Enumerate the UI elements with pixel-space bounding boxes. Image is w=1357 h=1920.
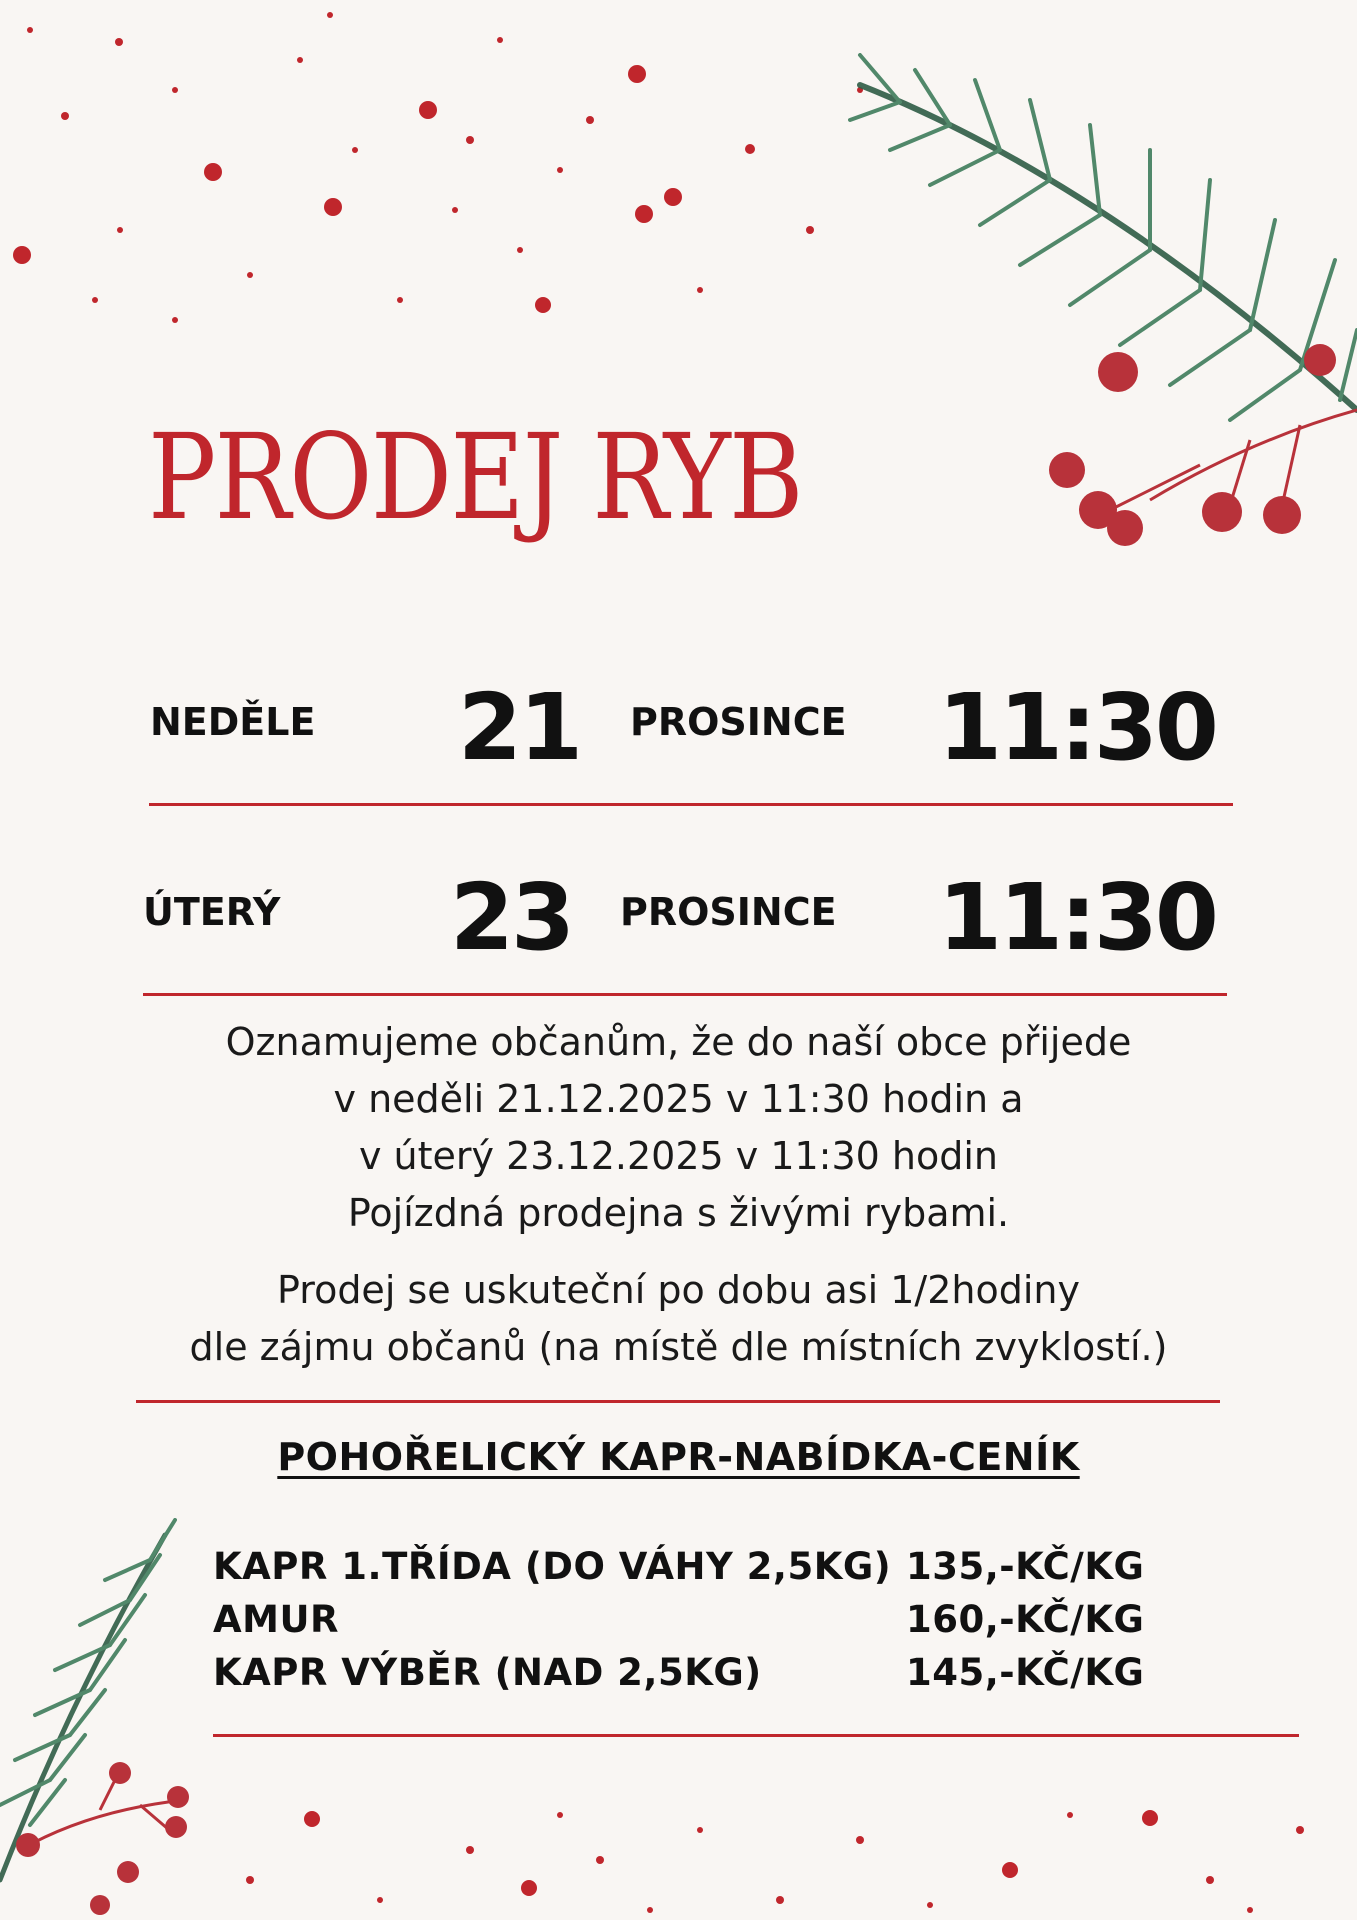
schedule-day: ÚTERÝ bbox=[143, 890, 281, 934]
schedule-time: 11:30 bbox=[938, 864, 1216, 971]
price-item-name: KAPR VÝBĚR (NAD 2,5KG) bbox=[213, 1651, 762, 1694]
schedule-date: 21 bbox=[458, 674, 581, 781]
price-item-value: 135,-KČ/KG bbox=[906, 1545, 1145, 1588]
price-item-name: AMUR bbox=[213, 1598, 339, 1641]
announcement-line: Oznamujeme občanům, že do naší obce přijede bbox=[225, 1020, 1132, 1064]
schedule-day: NEDĚLE bbox=[150, 700, 316, 744]
price-item-name: KAPR 1.TŘÍDA (DO VÁHY 2,5KG) bbox=[213, 1545, 892, 1588]
price-list-heading: POHOŘELICKÝ KAPR-NABÍDKA-CENÍK bbox=[277, 1435, 1080, 1479]
sale-note bbox=[0, 1262, 1357, 1376]
note-line: Prodej se uskuteční po dobu asi 1/2hodiny bbox=[277, 1268, 1080, 1312]
price-item-value: 145,-KČ/KG bbox=[906, 1651, 1145, 1694]
divider bbox=[149, 803, 1233, 806]
note-line: dle zájmu občanů (na místě dle místních zvyklostí.) bbox=[189, 1325, 1168, 1369]
divider bbox=[213, 1734, 1299, 1737]
announcement-line: v neděli 21.12.2025 v 11:30 hodin a bbox=[333, 1077, 1024, 1121]
divider bbox=[136, 1400, 1220, 1403]
poster-title: PRODEJ RYB bbox=[148, 408, 802, 546]
schedule-time: 11:30 bbox=[938, 674, 1216, 781]
announcement-line: Pojízdná prodejna s živými rybami. bbox=[347, 1191, 1010, 1235]
announcement bbox=[0, 1014, 1357, 1242]
announcement-line: v úterý 23.12.2025 v 11:30 hodin bbox=[358, 1134, 999, 1178]
schedule-month: PROSINCE bbox=[630, 700, 847, 744]
schedule-month: PROSINCE bbox=[620, 890, 837, 934]
divider bbox=[143, 993, 1227, 996]
price-item-value: 160,-KČ/KG bbox=[906, 1598, 1145, 1641]
schedule-date: 23 bbox=[450, 864, 573, 971]
